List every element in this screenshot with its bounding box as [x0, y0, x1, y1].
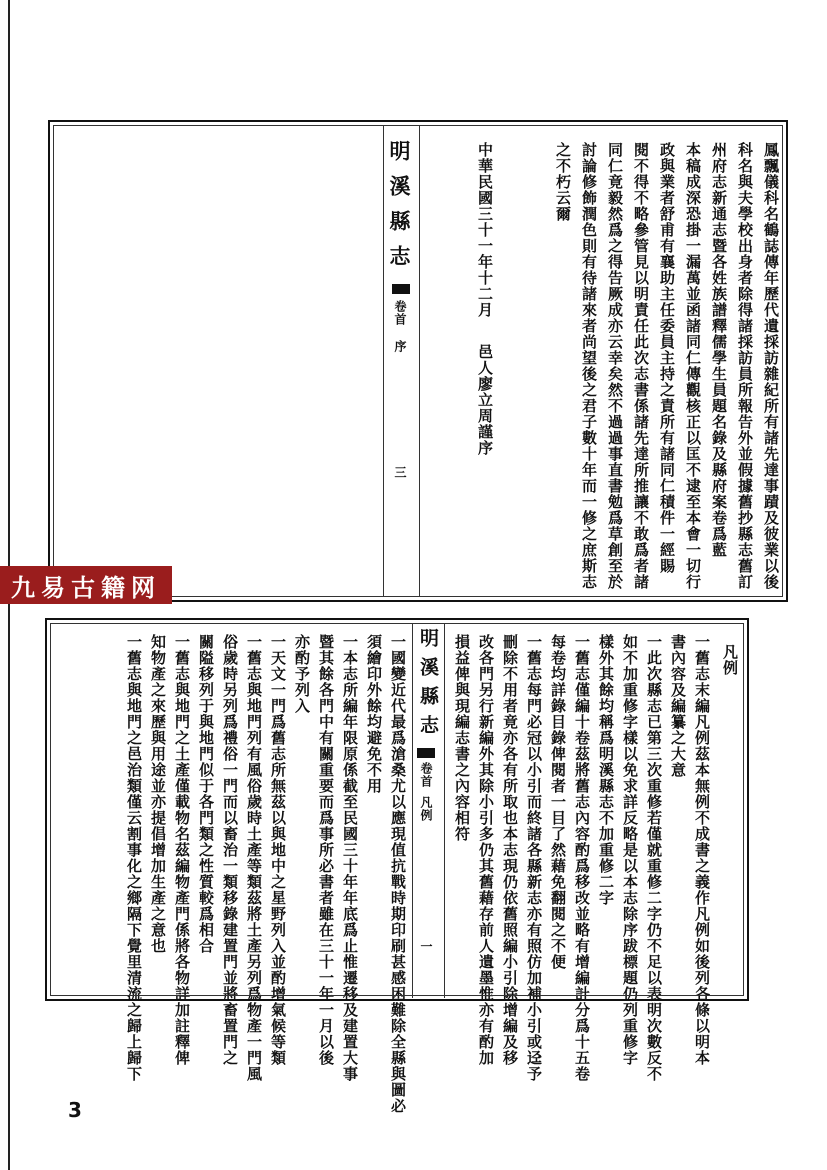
section-label: 卷首 [419, 762, 433, 788]
preface-date: 中華民國三十一年十二月 [476, 142, 494, 318]
centerfold-rule-left [383, 126, 384, 596]
preface-column-6: 閱不得不略參管見以明責任此次志書係諸先達所推讓不敢爲者諸 [632, 142, 650, 590]
top-page-frame [48, 120, 788, 602]
rule-column-4: 如不加重修字樣以免求詳反略是以本志除序跋標題仍列重修字 [621, 634, 639, 1066]
book-title: 明溪縣志 [387, 140, 412, 280]
section-sub: 凡例 [419, 796, 433, 822]
leaf-number: 三 [393, 466, 407, 479]
rule-column-13: 須繪印外餘均避免不用 [365, 634, 383, 794]
rule-column-19: 俗歲時另列爲禮俗一門而以畜治一類移錄建置門並將畜置門之 [221, 634, 239, 1066]
rule-column-8: 一舊志每門必冠以小引而終諸各縣新志亦有照仿加補小引或迳予 [525, 634, 543, 1082]
rule-column-14: 一本志所編年限原係截至民國三十年年底爲止惟遷移及建置大事 [341, 634, 359, 1082]
rule-column-10: 改各門另行新編外其除小引多仍其舊藉存前人遺墨惟亦有酌加 [477, 634, 495, 1066]
rule-column-20: 關隘移列于與地門似于各門類之性質較爲相合 [197, 634, 215, 954]
rule-column-12: 一國變近代最爲滄桑尤以應現值抗戰時期印刷甚感困難除全縣與圖必 [389, 634, 407, 1114]
rule-column-15: 暨其餘各門中有關重要而爲事所必書者雖在三十一年一月以後 [317, 634, 335, 1066]
fishtail-mark [392, 284, 410, 294]
watermark-banner: 九易古籍网 [0, 566, 172, 604]
preface-column-1: 鳳飄儀科名鶴誌傳年歷代遺採訪雜紀所有諸先達事蹟及彼業以後 [762, 142, 780, 590]
preface-author: 邑人廖立周謹序 [476, 344, 494, 456]
preface-column-2: 科名與夫學校出身者除得諸採訪員所報告外並假據舊抄縣志舊訂 [736, 142, 754, 590]
bottom-page-frame [45, 618, 749, 1114]
rule-column-7: 每卷均詳錄目錄俾閱者一目了然藉免翻閱之不便 [549, 634, 567, 970]
page-number: 3 [68, 1098, 82, 1122]
preface-column-3: 州府志新通志暨各姓族譜釋儒學生員題名錄及縣府案卷爲藍 [710, 142, 728, 558]
centerfold-rule-right [419, 126, 420, 596]
preface-column-7: 同仁竟毅然爲之得告厥成亦云幸矣然不過過事直書勉爲草創至於 [606, 142, 624, 590]
rule-column-9: 刪除不用者竟亦各有所取也本志現仍依舊照編小引除增編及移 [501, 634, 519, 1066]
preface-column-5: 政與業者舒甫有襄助主任委員主持之責所有諸同仁積件一經賜 [658, 142, 676, 574]
book-title: 明溪縣志 [417, 628, 439, 744]
rule-column-6: 一舊志僅編十卷茲將舊志內容酌爲移改並略有增編計分爲十五卷 [573, 634, 591, 1082]
rule-column-23: 一舊志與地門之邑治類僅云割事化之鄉隔下覺里清流之歸上歸下 [125, 634, 143, 1082]
centerfold-rule-left [412, 624, 413, 998]
preface-column-8: 討論修飾潤色則有待諸來者尚望後之君子數十年而一修之庶斯志 [580, 142, 598, 590]
rule-column-5: 樣外其餘均稱爲明溪縣志不加重修二字 [597, 634, 615, 906]
preface-column-9: 之不朽云爾 [554, 142, 572, 222]
fanli-heading: 凡例 [721, 644, 739, 676]
rule-column-3: 一此次縣志已第三次重修若僅就重修二字仍不足以表明次數反不 [645, 634, 663, 1082]
rule-column-11: 損益俾與現編志書之內容相符 [453, 634, 471, 842]
rule-column-1: 一舊志末編凡例茲本無例不成書之義作凡例如後列各條以明本 [693, 634, 711, 1066]
rule-column-21: 一舊志與地門之土產僅載物名茲編物產門係將各物詳加註釋俾 [173, 634, 191, 1066]
rule-column-2: 書內容及編纂之大意 [669, 634, 687, 778]
preface-column-4: 本稿成深恐掛一漏萬並函諸同仁傳觀核正以匡不逮至本會一切行 [684, 142, 702, 590]
rule-column-17: 一天文一門爲舊志所無茲以與地中之星野列入並酌增氣候等類 [269, 634, 287, 1066]
section-sub: 序 [393, 340, 407, 353]
rule-column-18: 一舊志與地門列有風俗歲時土產等類茲將土產另列爲物產一門風 [245, 634, 263, 1082]
leaf-number: 一 [419, 940, 433, 953]
fishtail-mark [417, 748, 435, 758]
rule-column-16: 亦酌予列入 [293, 634, 311, 714]
centerfold-rule-right [444, 624, 445, 998]
section-label: 卷首 [393, 300, 407, 326]
rule-column-22: 知物產之來歷與用途並亦提倡增加生產之意也 [149, 634, 167, 954]
